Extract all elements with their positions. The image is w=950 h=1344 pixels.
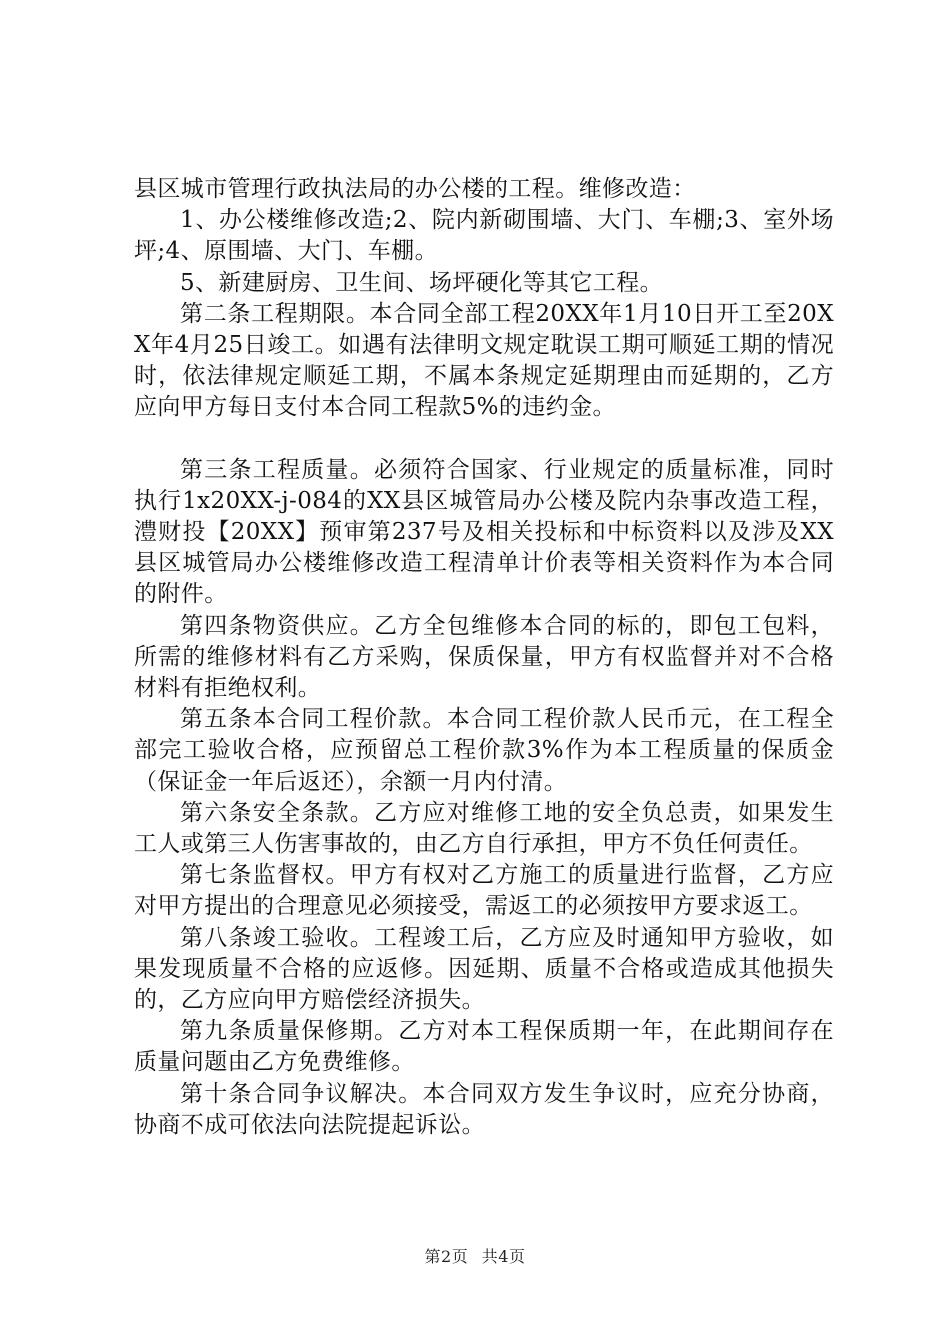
paragraph-article-9: 第九条质量保修期。乙方对本工程保质期一年，在此期间存在质量问题由乙方免费维修。 (134, 1018, 834, 1076)
paragraph-scope-items-2: 5、新建厨房、卫生间、场坪硬化等其它工程。 (180, 269, 664, 296)
page-total: 共4页 (481, 1247, 526, 1266)
paragraph-article-3: 第三条工程质量。必须符合国家、行业规定的质量标准，同时执行1x20XX-j-084的XX县区城管局办公楼及院内杂事改造工程，澧财投【20XX】预审第237号及相关投标和中标资料以及涉及XX县区城管局办公楼维修改造工程清单计价表等相关资料作为本合同的附件。 (134, 456, 834, 608)
page-footer (0, 1244, 950, 1267)
paragraph-article-2: 第二条工程期限。本合同全部工程20XX年1月10日开工至20XX年4月25日竣工。如遇有法律明文规定耽误工期可顺延工期的情况时，依法律规定顺延工期，不属本条规定延期理由而延期的，乙方应向甲方每日支付本合同工程款5%的违约金。 (134, 300, 834, 421)
paragraph-article-10: 第十条合同争议解决。本合同双方发生争议时，应充分协商，协商不成可依法向法院提起诉讼。 (134, 1080, 834, 1138)
contract-body (134, 174, 834, 1141)
paragraph-scope-intro: 县区城市管理行政执法局的办公楼的工程。维修改造： (134, 176, 696, 202)
paragraph-article-5: 第五条本合同工程价款。本合同工程价款人民币元，在工程全部完工验收合格，应预留总工程价款3%作为本工程质量的保质金（保证金一年后返还），余额一月内付清。 (134, 706, 834, 795)
paragraph-article-7: 第七条监督权。甲方有权对乙方施工的质量进行监督，乙方应对甲方提出的合理意见必须接受，需返工的必须按甲方要求返工。 (134, 862, 834, 920)
paragraph-article-8: 第八条竣工验收。工程竣工后，乙方应及时通知甲方验收，如果发现质量不合格的应返修。因延期、质量不合格或造成其他损失的，乙方应向甲方赔偿经济损失。 (134, 924, 834, 1014)
paragraph-article-6: 第六条安全条款。乙方应对维修工地的安全负总责，如果发生工人或第三人伤害事故的，由乙方自行承担，甲方不负任何责任。 (134, 799, 834, 858)
page-number: 第2页 (424, 1247, 469, 1266)
paragraph-article-4: 第四条物资供应。乙方全包维修本合同的标的，即包工包料，所需的维修材料有乙方采购，保质保量，甲方有权监督并对不合格材料有拒绝权利。 (134, 612, 834, 702)
paragraph-scope-items-1: 1、办公楼维修改造;2、院内新砌围墙、大门、车棚;3、室外场坪;4、原围墙、大门、车棚。 (134, 207, 834, 265)
